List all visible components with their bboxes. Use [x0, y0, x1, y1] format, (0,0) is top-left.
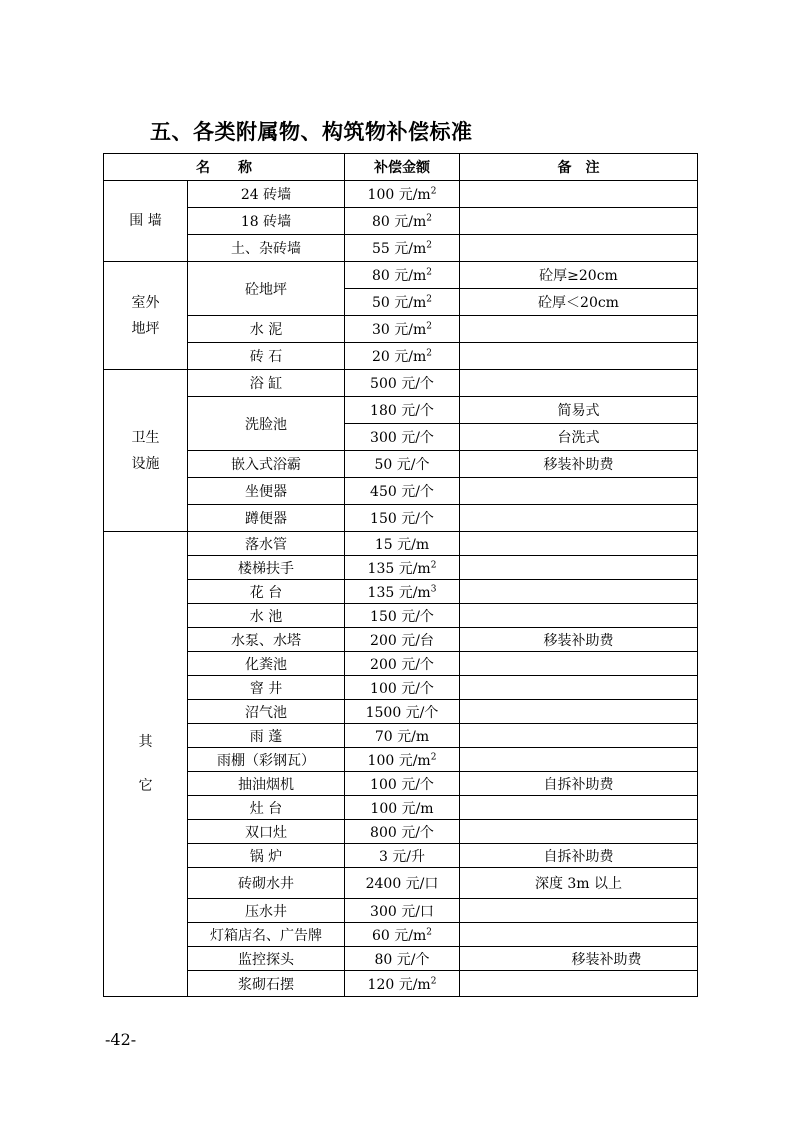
item-name: 雨 蓬	[188, 724, 345, 748]
item-amount: 100 元/个	[345, 676, 460, 700]
item-amount	[345, 748, 460, 772]
table-row	[104, 652, 698, 676]
item-name: 浆砌石摆	[188, 971, 345, 997]
unit-exponent: 2	[430, 751, 437, 762]
table-row	[104, 676, 698, 700]
table-row	[104, 235, 698, 262]
table-row	[104, 947, 698, 971]
table-row	[104, 604, 698, 628]
item-note	[460, 316, 698, 343]
item-note: 移装补助费	[460, 628, 698, 652]
item-amount: 100 元/m	[345, 796, 460, 820]
item-note	[460, 235, 698, 262]
item-note	[460, 208, 698, 235]
page-number: -42-	[105, 1030, 137, 1049]
amount-value: 80 元/m	[372, 268, 427, 284]
unit-exponent: 2	[430, 975, 437, 986]
item-name: 楼梯扶手	[188, 556, 345, 580]
table-row	[104, 971, 698, 997]
table-row	[104, 343, 698, 370]
table-row	[104, 580, 698, 604]
item-note: 深度 3m 以上	[460, 868, 698, 899]
item-name: 砼地坪	[188, 262, 345, 316]
compensation-table	[103, 153, 698, 997]
item-note	[460, 652, 698, 676]
item-note	[460, 532, 698, 556]
item-amount: 150 元/个	[345, 604, 460, 628]
item-name: 灶 台	[188, 796, 345, 820]
item-amount	[345, 343, 460, 370]
item-amount: 500 元/个	[345, 370, 460, 397]
amount-value: 30 元/m	[372, 322, 427, 338]
unit-exponent: 2	[426, 348, 432, 359]
item-name: 沼气池	[188, 700, 345, 724]
category-label: 地坪	[131, 320, 160, 337]
unit-exponent: 2	[426, 267, 432, 278]
item-amount: 150 元/个	[345, 505, 460, 532]
item-amount: 800 元/个	[345, 820, 460, 844]
item-note: 台洗式	[460, 424, 698, 451]
table-row	[104, 316, 698, 343]
table-row	[104, 844, 698, 868]
table-row	[104, 532, 698, 556]
item-name: 洗脸池	[188, 397, 345, 451]
item-amount: 180 元/个	[345, 397, 460, 424]
item-note: 砼厚＜20cm	[460, 289, 698, 316]
item-amount: 200 元/个	[345, 652, 460, 676]
unit-exponent: 3	[430, 583, 437, 594]
unit-exponent: 2	[426, 321, 432, 332]
item-name: 抽油烟机	[188, 772, 345, 796]
item-name: 坐便器	[188, 478, 345, 505]
item-name: 砖砌水井	[188, 868, 345, 899]
item-note	[460, 580, 698, 604]
item-name: 18 砖墙	[188, 208, 345, 235]
item-amount: 2400 元/口	[345, 868, 460, 899]
table-row	[104, 628, 698, 652]
item-note	[460, 796, 698, 820]
category-label: 室外	[131, 294, 160, 311]
table-row	[104, 772, 698, 796]
unit-exponent: 2	[426, 240, 432, 251]
table-row	[104, 724, 698, 748]
item-note	[460, 923, 698, 947]
item-amount	[345, 556, 460, 580]
item-amount: 80 元/个	[345, 947, 460, 971]
item-note	[460, 343, 698, 370]
amount-value: 50 元/m	[372, 295, 427, 311]
item-note	[460, 676, 698, 700]
item-amount	[345, 235, 460, 262]
header-amount: 补偿金额	[345, 154, 460, 181]
table-row	[104, 478, 698, 505]
item-note	[460, 556, 698, 580]
item-amount: 15 元/m	[345, 532, 460, 556]
item-name: 水泵、水塔	[188, 628, 345, 652]
item-amount: 1500 元/个	[345, 700, 460, 724]
unit-exponent: 2	[426, 294, 432, 305]
category-cell	[104, 532, 188, 997]
category-cell	[104, 370, 188, 532]
item-amount: 50 元/个	[345, 451, 460, 478]
table-row	[104, 181, 698, 208]
table-row	[104, 868, 698, 899]
category-label: 卫生	[131, 429, 160, 446]
item-note	[460, 724, 698, 748]
item-amount	[345, 316, 460, 343]
table-row	[104, 370, 698, 397]
item-amount: 300 元/口	[345, 899, 460, 923]
item-amount	[345, 580, 460, 604]
category-cell	[104, 181, 188, 262]
table-row	[104, 899, 698, 923]
amount-value: 100 元/m	[367, 752, 431, 769]
item-amount: 100 元/个	[345, 772, 460, 796]
table-header-row	[104, 154, 698, 181]
item-note	[460, 748, 698, 772]
item-amount: 200 元/台	[345, 628, 460, 652]
item-amount	[345, 208, 460, 235]
item-note	[460, 700, 698, 724]
amount-value: 120 元/m	[367, 976, 431, 993]
item-name: 水 池	[188, 604, 345, 628]
table-row	[104, 397, 698, 424]
item-name: 浴 缸	[188, 370, 345, 397]
item-amount: 70 元/m	[345, 724, 460, 748]
page-title: 五、各类附属物、构筑物补偿标准	[150, 120, 473, 144]
item-name: 24 砖墙	[188, 181, 345, 208]
item-note: 自拆补助费	[460, 844, 698, 868]
item-note	[460, 370, 698, 397]
amount-value: 20 元/m	[372, 349, 427, 365]
item-name: 化粪池	[188, 652, 345, 676]
item-note	[460, 971, 698, 997]
amount-value: 55 元/m	[372, 241, 427, 257]
table-row	[104, 820, 698, 844]
category-cell	[104, 262, 188, 370]
item-name: 压水井	[188, 899, 345, 923]
item-name: 土、杂砖墙	[188, 235, 345, 262]
item-note	[460, 478, 698, 505]
item-note: 移装补助费	[460, 451, 698, 478]
item-amount: 450 元/个	[345, 478, 460, 505]
item-note	[460, 604, 698, 628]
table-row	[104, 208, 698, 235]
item-name: 砖 石	[188, 343, 345, 370]
header-note: 备 注	[460, 154, 698, 181]
item-name: 双口灶	[188, 820, 345, 844]
table-row	[104, 556, 698, 580]
category-label: 它	[138, 778, 153, 794]
table-row	[104, 700, 698, 724]
category-label: 其	[138, 734, 153, 750]
table-row	[104, 923, 698, 947]
item-name: 花 台	[188, 580, 345, 604]
unit-exponent: 2	[430, 559, 437, 570]
category-label: 围 墙	[129, 213, 162, 229]
amount-value: 100 元/m	[367, 187, 431, 203]
item-note	[460, 820, 698, 844]
item-name: 监控探头	[188, 947, 345, 971]
amount-value: 60 元/m	[372, 927, 427, 944]
item-amount	[345, 181, 460, 208]
item-note	[460, 899, 698, 923]
item-amount	[345, 289, 460, 316]
unit-exponent: 2	[426, 926, 432, 937]
table-row	[104, 505, 698, 532]
unit-exponent: 2	[430, 186, 437, 197]
category-label: 设施	[131, 455, 160, 472]
table-row	[104, 796, 698, 820]
item-note	[460, 505, 698, 532]
item-amount	[345, 923, 460, 947]
unit-exponent: 2	[426, 213, 432, 224]
item-name: 蹲便器	[188, 505, 345, 532]
item-note: 自拆补助费	[460, 772, 698, 796]
item-name: 窨 井	[188, 676, 345, 700]
item-note	[460, 181, 698, 208]
table-row	[104, 451, 698, 478]
header-name: 名 称	[104, 154, 345, 181]
item-name: 水 泥	[188, 316, 345, 343]
item-amount	[345, 262, 460, 289]
item-name: 嵌入式浴霸	[188, 451, 345, 478]
table-row	[104, 262, 698, 289]
table-row	[104, 748, 698, 772]
item-name: 雨棚（彩钢瓦）	[188, 748, 345, 772]
item-name: 落水管	[188, 532, 345, 556]
amount-value: 135 元/m	[367, 560, 431, 577]
item-amount	[345, 971, 460, 997]
item-note: 砼厚≥20cm	[460, 262, 698, 289]
amount-value: 80 元/m	[372, 214, 427, 230]
item-name: 灯箱店名、广告牌	[188, 923, 345, 947]
item-name: 锅 炉	[188, 844, 345, 868]
item-amount: 3 元/升	[345, 844, 460, 868]
item-note: 移装补助费	[460, 947, 698, 971]
item-amount: 300 元/个	[345, 424, 460, 451]
item-note: 简易式	[460, 397, 698, 424]
amount-value: 135 元/m	[367, 584, 431, 601]
